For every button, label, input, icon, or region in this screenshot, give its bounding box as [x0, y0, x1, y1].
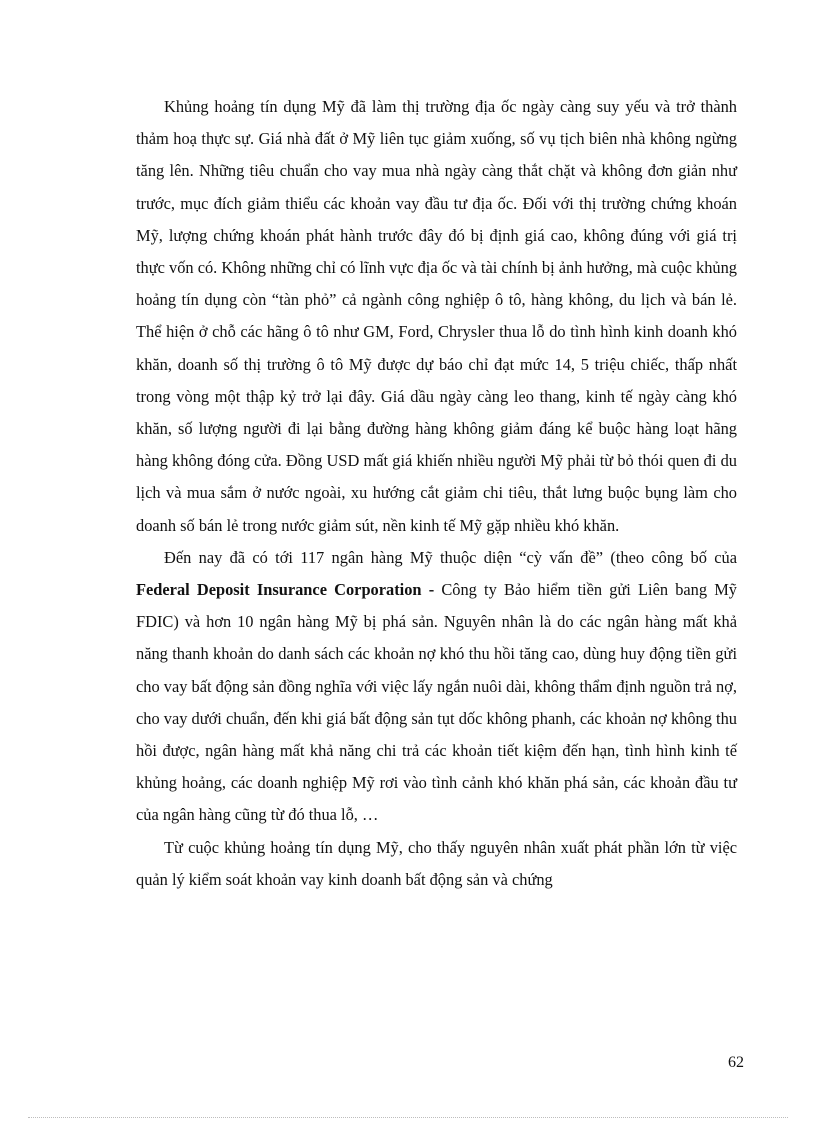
body-text — [136, 91, 737, 896]
paragraph-1 — [136, 91, 737, 542]
paragraph-1-text: Khủng hoảng tín dụng Mỹ đã làm thị trường địa ốc ngày càng suy yếu và trở thành thảm hoạ thực sự. Giá nhà đất ở Mỹ liên tục giảm xuống, số vụ tịch biên nhà không ngừng tăng lên. Những tiêu chuẩn cho vay mua nhà ngày càng thắt chặt và không đơn giản như trước, mục đích giảm thiểu các khoản vay đầu tư địa ốc. Đối với thị trường chứng khoán Mỹ, lượng chứng khoán phát hành trước đây đó bị định giá cao, không đúng với giá trị thực vốn có. Không những chỉ có lĩnh vực địa ốc và tài chính bị ảnh hưởng, mà cuộc khủng hoảng tín dụng còn “tàn phỏ” cả ngành công nghiệp ô tô, hàng không, du lịch và bán lẻ. Thể hiện ở chỗ các hãng ô tô như GM, Ford, Chrysler thua lỗ do tình hình kinh doanh khó khăn, doanh số thị trường ô tô Mỹ được dự báo chỉ đạt mức 14, 5 triệu chiếc, thấp nhất trong vòng một thập kỷ trở lại đây. Giá dầu ngày càng leo thang, kinh tế ngày càng khó khăn, số lượng người đi lại bằng đường hàng không giảm đáng kể buộc hàng loạt hãng hàng không đóng cửa. Đồng USD mất giá khiến nhiều người Mỹ phải từ bỏ thói quen đi du lịch và mua sắm ở nước ngoài, xu hướng cắt giảm chi tiêu, thắt lưng buộc bụng làm cho doanh số bán lẻ trong nước giảm sút, nền kinh tế Mỹ gặp nhiều khó khăn. — [136, 97, 737, 535]
paragraph-2-text-rest: Công ty Bảo hiểm tiền gửi Liên bang Mỹ FDIC) và hơn 10 ngân hàng Mỹ bị phá sản. Nguyên nhân là do các ngân hàng mất khả năng thanh khoản do danh sách các khoản nợ khó thu hồi tăng cao, dùng huy động tiền gửi cho vay bất động sản đồng nghĩa với việc lấy ngắn nuôi dài, không thẩm định nguồn trả nợ, cho vay dưới chuẩn, đến khi giá bất động sản tụt dốc không phanh, các khoản nợ không thu hồi được, ngân hàng mất khả năng chi trả các khoản tiết kiệm đến hạn, tình hình kinh tế khủng hoảng, các doanh nghiệp Mỹ rơi vào tình cảnh khó khăn phá sản, các khoản đầu tư của ngân hàng cũng từ đó thua lỗ, … — [136, 580, 738, 825]
paragraph-2-text-start: Đến nay đã có tới 117 ngân hàng Mỹ thuộc diện “cỳ vấn đề” (theo công bố của — [164, 547, 737, 567]
paragraph-3 — [136, 832, 737, 896]
paragraph-3-text: Từ cuộc khủng hoảng tín dụng Mỹ, cho thấy nguyên nhân xuất phát phần lớn từ việc quản lý kiểm soát khoản vay kinh doanh bất động sản và chứng — [136, 837, 737, 889]
fdic-name-bold: Federal Deposit Insurance Corporation - — [136, 580, 435, 600]
paragraph-2 — [136, 542, 737, 832]
footer-divider — [28, 1117, 788, 1118]
page-number: 62 — [728, 1054, 744, 1071]
